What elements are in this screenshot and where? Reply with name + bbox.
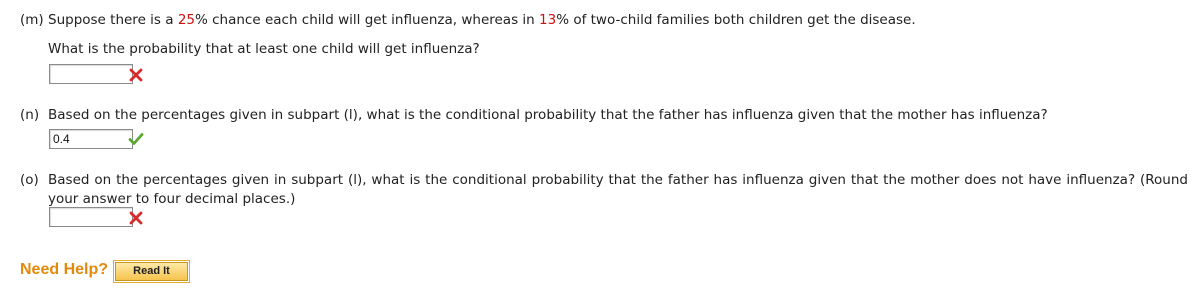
question-o-label: (o) (20, 172, 39, 188)
question-o-text: Based on the percentages given in subpart (l), what is the conditional probability that the father has influenza given that the mother does not have influenza? (Round your answer to four decimal places.) (48, 172, 1188, 207)
check-mark-icon (128, 131, 144, 147)
answer-input-n[interactable] (49, 129, 133, 149)
question-m-text-after: % of two-child families both children get the disease. (556, 12, 916, 28)
question-m-percent-1: 25 (177, 12, 195, 28)
question-n (20, 106, 1048, 125)
x-mark-icon (128, 67, 144, 83)
question-n-text: Based on the percentages given in subpart (l), what is the conditional probability that the father has influenza given that the mother has influenza? (48, 107, 1048, 123)
read-it-button[interactable]: Read It (115, 262, 188, 281)
question-m-text-before: Suppose there is a (48, 12, 178, 28)
question-o-label-line (20, 171, 48, 190)
question-m-subquestion: What is the probability that at least one child will get influenza? (48, 41, 480, 57)
need-help-label: Need Help? (20, 261, 109, 278)
question-m-percent-2: 13 (539, 12, 557, 28)
x-mark-icon (128, 210, 144, 226)
question-n-label: (n) (20, 107, 40, 123)
question-m (20, 11, 916, 30)
answer-input-o[interactable] (49, 207, 133, 227)
answer-input-m[interactable] (49, 64, 133, 84)
question-m-text-mid: % chance each child will get influenza, whereas in (195, 12, 540, 28)
question-m-label: (m) (20, 12, 44, 28)
